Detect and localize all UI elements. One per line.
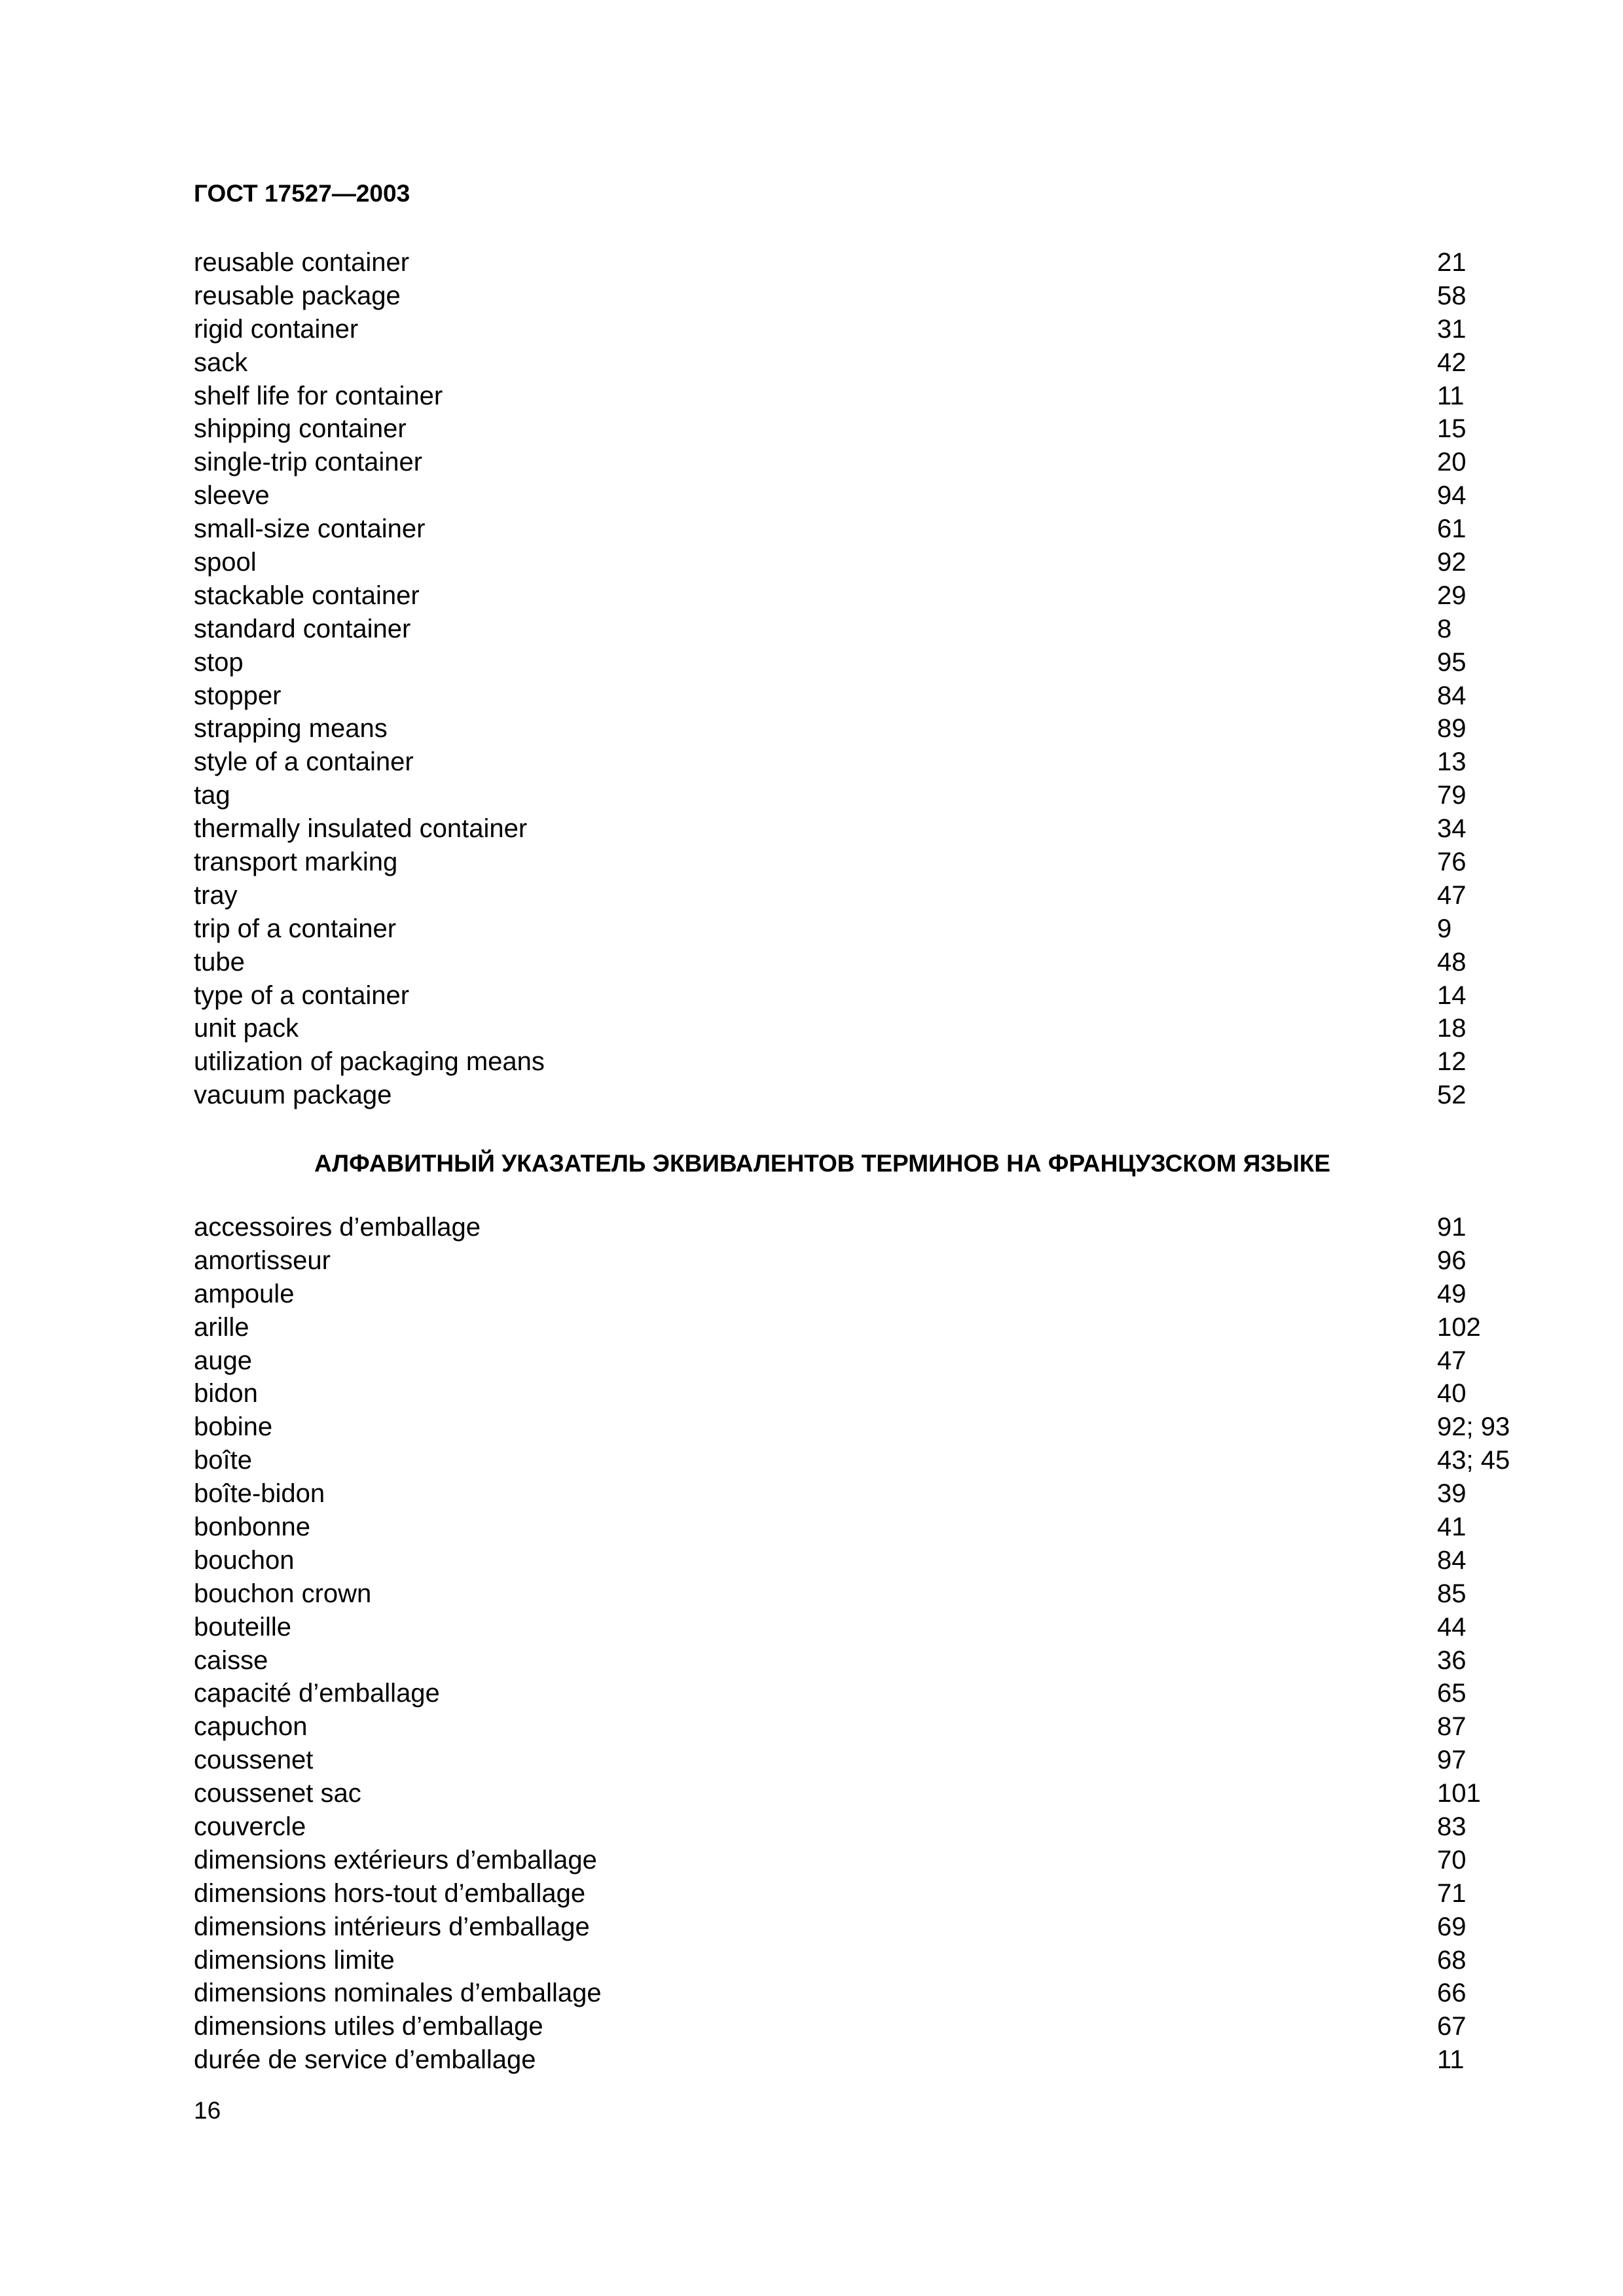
index-entry	[194, 579, 1503, 613]
index-entry	[194, 712, 1503, 745]
index-entry	[194, 1278, 1503, 1311]
index-term: tube	[194, 947, 245, 977]
index-entry	[194, 1844, 1503, 1877]
index-reference-number: 70	[1437, 1845, 1467, 1874]
index-entry	[194, 1012, 1503, 1045]
index-reference-number: 43; 45	[1437, 1446, 1510, 1475]
index-term: arille	[194, 1312, 249, 1342]
index-term: bobine	[194, 1412, 273, 1442]
index-reference-number: 91	[1437, 1213, 1467, 1242]
index-reference-number: 69	[1437, 1912, 1467, 1941]
index-term: reusable package	[194, 281, 401, 310]
index-entry	[194, 1444, 1510, 1477]
index-reference-number: 94	[1437, 481, 1467, 511]
index-reference-number: 101	[1437, 1779, 1481, 1808]
index-term: capuchon	[194, 1712, 308, 1742]
index-entry	[194, 2043, 1503, 2077]
index-entry	[194, 346, 1503, 380]
index-reference-number: 96	[1437, 1246, 1467, 1275]
index-term: strapping means	[194, 714, 388, 744]
index-term: capacité d’emballage	[194, 1679, 440, 1708]
index-term: shelf life for container	[194, 381, 443, 410]
index-term: dimensions intérieurs d’emballage	[194, 1912, 590, 1941]
index-entry	[194, 812, 1503, 846]
index-reference-number: 84	[1437, 681, 1467, 710]
index-entry	[194, 779, 1503, 812]
index-term: caisse	[194, 1645, 268, 1675]
index-reference-number: 68	[1437, 1945, 1467, 1975]
index-reference-number: 58	[1437, 281, 1467, 310]
index-reference-number: 14	[1437, 980, 1467, 1010]
index-entry	[194, 879, 1503, 912]
index-reference-number: 29	[1437, 581, 1467, 610]
index-reference-number: 12	[1437, 1047, 1467, 1077]
index-term: type of a container	[194, 980, 410, 1010]
index-entry	[194, 279, 1503, 313]
index-entry	[194, 1244, 1503, 1278]
index-term: shipping container	[194, 414, 407, 444]
index-term: thermally insulated container	[194, 814, 528, 844]
index-entry	[194, 380, 1503, 413]
index-entry	[194, 1079, 1503, 1112]
index-term: unit pack	[194, 1014, 299, 1043]
index-reference-number: 15	[1437, 414, 1467, 444]
index-entry	[194, 412, 1503, 446]
index-reference-number: 18	[1437, 1014, 1467, 1043]
index-term: small-size container	[194, 514, 426, 544]
index-entry	[194, 1344, 1503, 1378]
index-term: stopper	[194, 681, 282, 710]
index-entry	[194, 1311, 1503, 1344]
index-reference-number: 83	[1437, 1812, 1467, 1842]
index-entry	[194, 1810, 1503, 1844]
index-reference-number: 87	[1437, 1712, 1467, 1742]
index-entry	[194, 1910, 1503, 1944]
index-reference-number: 52	[1437, 1081, 1467, 1110]
index-entry	[194, 1944, 1503, 1977]
index-entry	[194, 1511, 1503, 1544]
index-reference-number: 8	[1437, 614, 1452, 643]
index-entry	[194, 745, 1503, 779]
index-term: sleeve	[194, 481, 270, 511]
page-number: 16	[194, 2097, 221, 2124]
index-entry	[194, 946, 1503, 979]
index-reference-number: 9	[1437, 914, 1452, 943]
index-term: tag	[194, 781, 230, 810]
index-term: tray	[194, 880, 238, 910]
index-term: durée de service d’emballage	[194, 2045, 536, 2075]
index-reference-number: 67	[1437, 2012, 1467, 2041]
index-reference-number: 85	[1437, 1579, 1467, 1608]
index-reference-number: 84	[1437, 1545, 1467, 1575]
index-term: accessoires d’emballage	[194, 1213, 481, 1242]
index-entry	[194, 479, 1503, 512]
index-entry	[194, 979, 1503, 1013]
index-term: dimensions limite	[194, 1945, 395, 1975]
index-term: bidon	[194, 1379, 258, 1408]
index-entry	[194, 1577, 1503, 1611]
index-reference-number: 47	[1437, 880, 1467, 910]
index-term: couvercle	[194, 1812, 306, 1842]
index-entry	[194, 646, 1503, 679]
index-entry	[194, 912, 1503, 946]
english-term-index	[194, 246, 1503, 1112]
index-reference-number: 61	[1437, 514, 1467, 544]
index-term: dimensions extérieurs d’emballage	[194, 1845, 597, 1874]
index-term: trip of a container	[194, 914, 397, 943]
index-entry	[194, 613, 1503, 646]
index-entry	[194, 1611, 1503, 1644]
index-term: dimensions utiles d’emballage	[194, 2012, 543, 2041]
index-term: boîte	[194, 1446, 252, 1475]
index-reference-number: 95	[1437, 647, 1467, 677]
index-term: vacuum package	[194, 1081, 392, 1110]
index-entry	[194, 446, 1503, 479]
index-reference-number: 79	[1437, 781, 1467, 810]
index-entry	[194, 313, 1503, 346]
index-entry	[194, 1477, 1503, 1511]
french-term-index	[194, 1211, 1510, 2077]
index-reference-number: 11	[1437, 381, 1465, 410]
index-entry	[194, 512, 1503, 546]
index-term: spool	[194, 548, 257, 577]
index-entry	[194, 1410, 1510, 1444]
index-reference-number: 92; 93	[1437, 1412, 1510, 1442]
index-entry	[194, 1377, 1503, 1410]
index-entry	[194, 679, 1503, 713]
index-entry	[194, 1211, 1503, 1244]
index-term: bonbonne	[194, 1513, 310, 1542]
index-reference-number: 76	[1437, 848, 1467, 877]
index-term: auge	[194, 1346, 252, 1375]
index-entry	[194, 546, 1503, 579]
document-header: ГОСТ 17527—2003	[194, 180, 410, 207]
index-term: bouchon	[194, 1545, 295, 1575]
index-entry	[194, 1644, 1503, 1677]
index-reference-number: 11	[1437, 2045, 1465, 2075]
index-reference-number: 92	[1437, 548, 1467, 577]
index-term: stop	[194, 647, 244, 677]
index-reference-number: 39	[1437, 1479, 1467, 1509]
index-reference-number: 65	[1437, 1679, 1467, 1708]
index-reference-number: 34	[1437, 814, 1467, 844]
index-reference-number: 41	[1437, 1513, 1467, 1542]
index-reference-number: 97	[1437, 1746, 1467, 1775]
index-term: boîte-bidon	[194, 1479, 325, 1509]
index-reference-number: 36	[1437, 1645, 1467, 1675]
index-term: standard container	[194, 614, 411, 643]
index-term: amortisseur	[194, 1246, 331, 1275]
index-term: transport marking	[194, 848, 398, 877]
index-term: reusable container	[194, 248, 410, 277]
index-reference-number: 102	[1437, 1312, 1481, 1342]
french-index-title: АЛФАВИТНЫЙ УКАЗАТЕЛЬ ЭКВИВАЛЕНТОВ ТЕРМИНОВ НА ФРАНЦУЗСКОМ ЯЗЫКЕ	[314, 1150, 1331, 1177]
index-term: ampoule	[194, 1279, 295, 1308]
index-term: single-trip container	[194, 448, 423, 477]
index-reference-number: 40	[1437, 1379, 1467, 1408]
index-reference-number: 31	[1437, 314, 1467, 344]
index-reference-number: 71	[1437, 1878, 1467, 1908]
index-reference-number: 89	[1437, 714, 1467, 744]
index-entry	[194, 1777, 1503, 1810]
index-entry	[194, 1877, 1503, 1910]
index-reference-number: 13	[1437, 747, 1467, 777]
index-term: bouteille	[194, 1612, 292, 1641]
index-entry	[194, 1045, 1503, 1079]
index-reference-number: 20	[1437, 448, 1467, 477]
index-term: style of a container	[194, 747, 414, 777]
index-term: dimensions nominales d’emballage	[194, 1979, 602, 2008]
index-term: dimensions hors-tout d’emballage	[194, 1878, 586, 1908]
index-reference-number: 44	[1437, 1612, 1467, 1641]
index-entry	[194, 1977, 1503, 2010]
index-term: stackable container	[194, 581, 420, 610]
index-entry	[194, 1544, 1503, 1577]
index-term: sack	[194, 348, 248, 377]
index-entry	[194, 1677, 1503, 1710]
index-entry	[194, 246, 1503, 279]
index-reference-number: 49	[1437, 1279, 1467, 1308]
index-reference-number: 66	[1437, 1979, 1467, 2008]
index-reference-number: 21	[1437, 248, 1467, 277]
index-entry	[194, 846, 1503, 879]
index-reference-number: 47	[1437, 1346, 1467, 1375]
index-reference-number: 48	[1437, 947, 1467, 977]
index-term: bouchon crown	[194, 1579, 372, 1608]
index-entry	[194, 1744, 1503, 1777]
index-term: rigid container	[194, 314, 359, 344]
index-entry	[194, 1710, 1503, 1744]
index-term: coussenet	[194, 1746, 314, 1775]
index-entry	[194, 2010, 1503, 2043]
index-term: coussenet sac	[194, 1779, 361, 1808]
index-term: utilization of packaging means	[194, 1047, 545, 1077]
index-reference-number: 42	[1437, 348, 1467, 377]
